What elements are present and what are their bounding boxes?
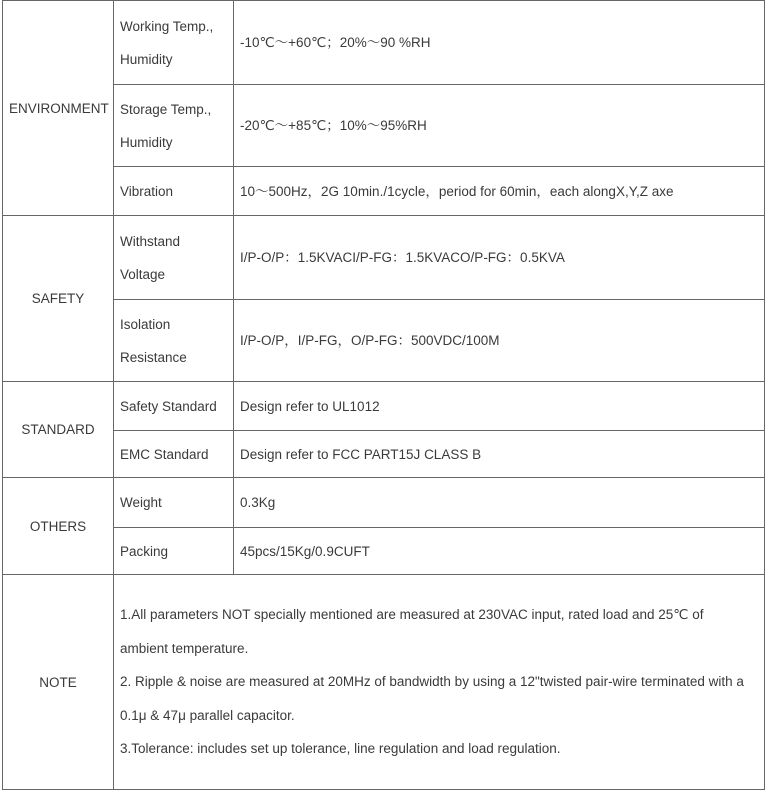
value-packing: 45pcs/15Kg/0.9CUFT — [234, 528, 765, 575]
param-label-line: Working Temp., — [120, 18, 214, 34]
param-isolation-resistance — [114, 300, 234, 382]
section-label-environment: ENVIRONMENT — [3, 1, 114, 216]
value-withstand-voltage: I/P-O/P：1.5KVACI/P-FG：1.5KVACO/P-FG：0.5KVA — [234, 216, 765, 300]
param-label-line: Humidity — [120, 51, 173, 67]
param-label-line: Storage Temp., — [120, 101, 212, 117]
value-safety-standard: Design refer to UL1012 — [234, 382, 765, 431]
table-row — [3, 300, 765, 382]
note-line: ambient temperature. — [120, 640, 249, 656]
note-line: 0.1μ & 47μ parallel capacitor. — [120, 707, 295, 723]
note-line: 1.All parameters NOT specially mentioned are measured at 230VAC input, rated load and 25℃ of — [120, 607, 704, 623]
table-row — [3, 478, 765, 528]
value-vibration: 10～500Hz，2G 10min./1cycle，period for 60min，each alongX,Y,Z axe — [234, 167, 765, 216]
value-isolation-resistance: I/P-O/P，I/P-FG，O/P-FG：500VDC/100M — [234, 300, 765, 382]
param-label-line: Voltage — [120, 266, 166, 282]
table-row — [3, 575, 765, 790]
value-emc-standard: Design refer to FCC PART15J CLASS B — [234, 431, 765, 478]
param-label-line: Isolation — [120, 316, 171, 332]
param-label-line: Humidity — [120, 134, 173, 150]
param-emc-standard: EMC Standard — [114, 431, 234, 478]
value-weight: 0.3Kg — [234, 478, 765, 528]
value-storage-temp: -20℃～+85℃；10%～95%RH — [234, 85, 765, 167]
param-safety-standard: Safety Standard — [114, 382, 234, 431]
table-row — [3, 382, 765, 431]
param-packing: Packing — [114, 528, 234, 575]
section-label-safety: SAFETY — [3, 216, 114, 382]
notes-cell — [114, 575, 765, 790]
table-row — [3, 431, 765, 478]
param-weight: Weight — [114, 478, 234, 528]
value-working-temp: -10℃～+60℃；20%～90 %RH — [234, 1, 765, 85]
spec-table — [2, 0, 765, 790]
table-row — [3, 167, 765, 216]
param-label-line: Resistance — [120, 349, 187, 365]
note-line: 2. Ripple & noise are measured at 20MHz of bandwidth by using a 12"twisted pair-wire terminated with a — [120, 674, 744, 690]
param-working-temp — [114, 1, 234, 85]
param-storage-temp — [114, 85, 234, 167]
param-label-line: Withstand — [120, 233, 181, 249]
param-vibration: Vibration — [114, 167, 234, 216]
section-label-others: OTHERS — [3, 478, 114, 575]
table-row — [3, 1, 765, 85]
section-label-note: NOTE — [3, 575, 114, 790]
table-row — [3, 216, 765, 300]
table-row — [3, 85, 765, 167]
note-line: 3.Tolerance: includes set up tolerance, line regulation and load regulation. — [120, 741, 561, 757]
section-label-standard: STANDARD — [3, 382, 114, 478]
param-withstand-voltage — [114, 216, 234, 300]
table-row — [3, 528, 765, 575]
